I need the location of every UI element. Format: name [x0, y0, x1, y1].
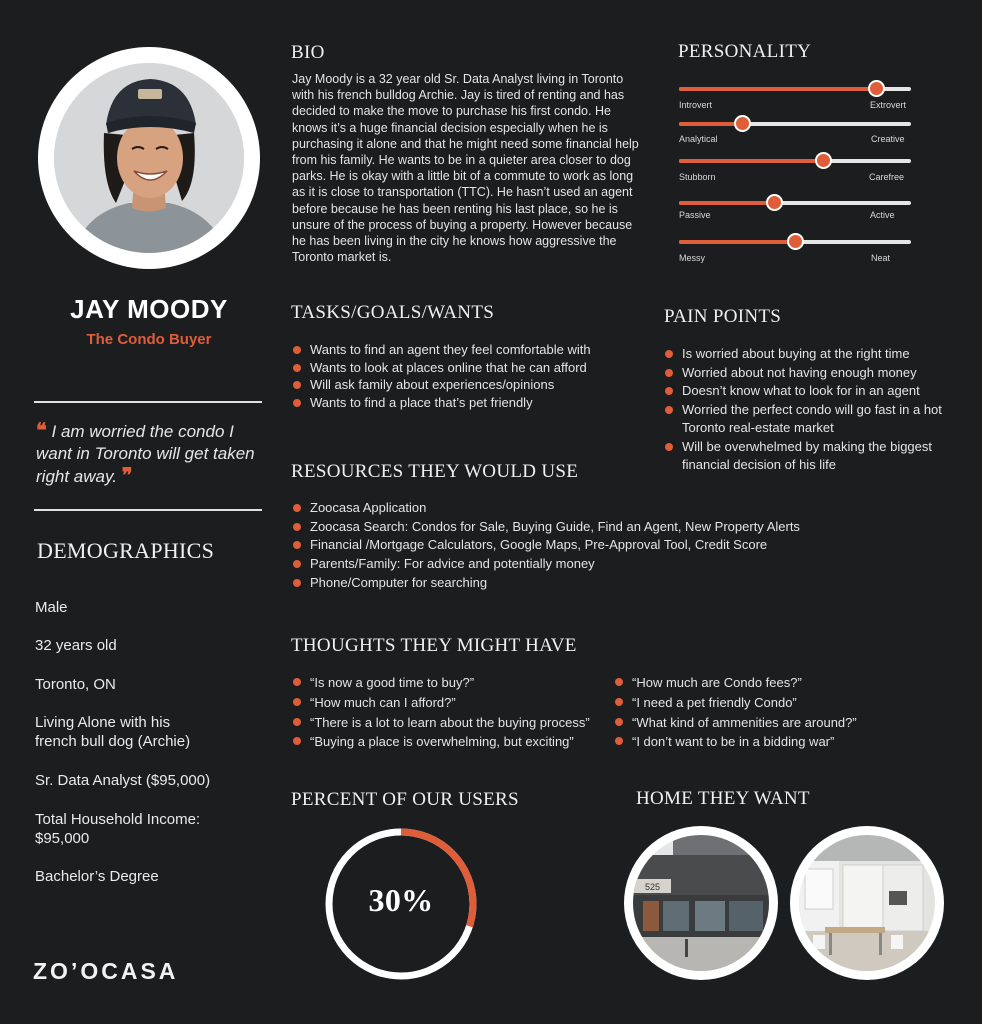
home-interior-photo — [790, 826, 944, 980]
building-number: 525 — [645, 882, 661, 892]
slider-knob — [766, 194, 783, 211]
open-quote-icon: ❝ — [36, 420, 47, 442]
trait-left-label: Passive — [679, 210, 711, 220]
trait-right-label: Extrovert — [870, 100, 907, 110]
list-item: Parents/Family: For advice and potentially money — [292, 555, 852, 574]
slider-knob — [787, 233, 804, 250]
trait-left-label: Analytical — [679, 134, 718, 144]
demographics-item: Living Alone with his french bull dog (Archie) — [35, 714, 191, 750]
demographics-title: DEMOGRAPHICS — [37, 538, 215, 563]
trait-right-label: Active — [870, 210, 895, 220]
personality-title: PERSONALITY — [678, 41, 812, 62]
quote-text: I am worried the condo I want in Toronto will get taken right away. — [36, 422, 255, 486]
resources-title: RESOURCES THEY WOULD USE — [291, 461, 579, 482]
thoughts-list-left — [292, 673, 612, 752]
bio-title: BIO — [291, 42, 325, 63]
list-item: Financial /Mortgage Calculators, Google Maps, Pre-Approval Tool, Credit Score — [292, 536, 852, 555]
pain-points-list — [664, 345, 964, 475]
home-title: HOME THEY WANT — [636, 788, 810, 809]
demographics-item: 32 years old — [35, 637, 117, 654]
quote-divider-top — [34, 401, 262, 403]
list-item: Will be overwhelmed by making the biggest financial decision of his life — [664, 438, 949, 475]
list-item: Phone/Computer for searching — [292, 574, 852, 593]
home-exterior-photo — [624, 826, 778, 980]
demographics-item: Toronto, ON — [35, 676, 116, 693]
percent-value: 30% — [368, 882, 434, 918]
list-item: Wants to find a place that’s pet friendly — [292, 394, 632, 412]
personality-slider — [679, 122, 911, 126]
trait-left-label: Messy — [679, 253, 706, 263]
list-item: Is worried about buying at the right time — [664, 345, 964, 364]
personality-slider — [679, 240, 911, 244]
thoughts-title: THOUGHTS THEY MIGHT HAVE — [291, 635, 577, 656]
list-item: Doesn’t know what to look for in an agent — [664, 382, 964, 401]
personality-slider — [679, 201, 911, 205]
demographics-item: Total Household Income: $95,000 — [35, 811, 201, 847]
list-item: “Buying a place is overwhelming, but exciting” — [292, 732, 612, 752]
list-item: Will ask family about experiences/opinions — [292, 376, 632, 394]
list-item: Zoocasa Application — [292, 499, 852, 518]
bio-text: Jay Moody is a 32 year old Sr. Data Analyst living in Toronto with his french bulldog Archie. Jay is tired of renting and has decided to make the move to purchase his first condo. He knows it’s a huge financial decision especially when he is purchasing it alone and that he might need some financial help from his family. He wants to be in a quieter area closer to dog parks. He is okay with a little bit of a commute to work as long as it is close to transportation (TTC). He hasn’t used an agent before because he has been renting his last place, so he is unsure of the process of buying a property. However because he has been living in the city he knows how aggressive the Toronto market is. — [292, 72, 639, 265]
list-item: “What kind of ammenities are around?” — [614, 713, 934, 733]
list-item: Zoocasa Search: Condos for Sale, Buying Guide, Find an Agent, New Property Alerts — [292, 518, 852, 537]
list-item: “I don’t want to be in a bidding war” — [614, 732, 934, 752]
resources-list — [292, 499, 852, 593]
list-item: “Is now a good time to buy?” — [292, 673, 612, 693]
list-item: “How much can I afford?” — [292, 693, 612, 713]
list-item: “How much are Condo fees?” — [614, 673, 934, 693]
trait-right-label: Carefree — [869, 172, 905, 182]
persona-name: JAY MOODY — [70, 294, 228, 324]
slider-knob — [815, 152, 832, 169]
demographics-item: Male — [35, 599, 68, 616]
list-item: Wants to look at places online that he can afford — [292, 359, 632, 377]
list-item: “I need a pet friendly Condo” — [614, 693, 934, 713]
tasks-list — [292, 341, 632, 411]
demographics-item: Sr. Data Analyst ($95,000) — [35, 772, 211, 789]
quote-divider-bottom — [34, 509, 262, 511]
trait-left-label: Stubborn — [679, 172, 716, 182]
list-item: “There is a lot to learn about the buying process” — [292, 713, 612, 733]
personality-slider — [679, 159, 911, 163]
list-item: Worried about not having enough money — [664, 364, 964, 383]
persona-role: The Condo Buyer — [86, 331, 212, 348]
trait-right-label: Creative — [871, 134, 905, 144]
list-item: Wants to find an agent they feel comfortable with — [292, 341, 632, 359]
thoughts-list-right — [614, 673, 934, 752]
slider-knob — [734, 115, 751, 132]
personality-slider — [679, 87, 911, 91]
persona-quote — [36, 420, 261, 488]
close-quote-icon: ❞ — [121, 465, 133, 487]
profile-photo — [38, 47, 260, 269]
zoocasa-logo: ZO’OCASA — [33, 958, 179, 984]
trait-right-label: Neat — [871, 253, 891, 263]
tasks-title: TASKS/GOALS/WANTS — [291, 302, 495, 323]
percent-title: PERCENT OF OUR USERS — [291, 789, 519, 810]
trait-left-label: Introvert — [679, 100, 713, 110]
slider-knob — [868, 80, 885, 97]
demographics-item: Bachelor’s Degree — [35, 868, 159, 885]
list-item: Worried the perfect condo will go fast in a hot Toronto real-estate market — [664, 401, 949, 438]
pain-points-title: PAIN POINTS — [664, 306, 782, 327]
